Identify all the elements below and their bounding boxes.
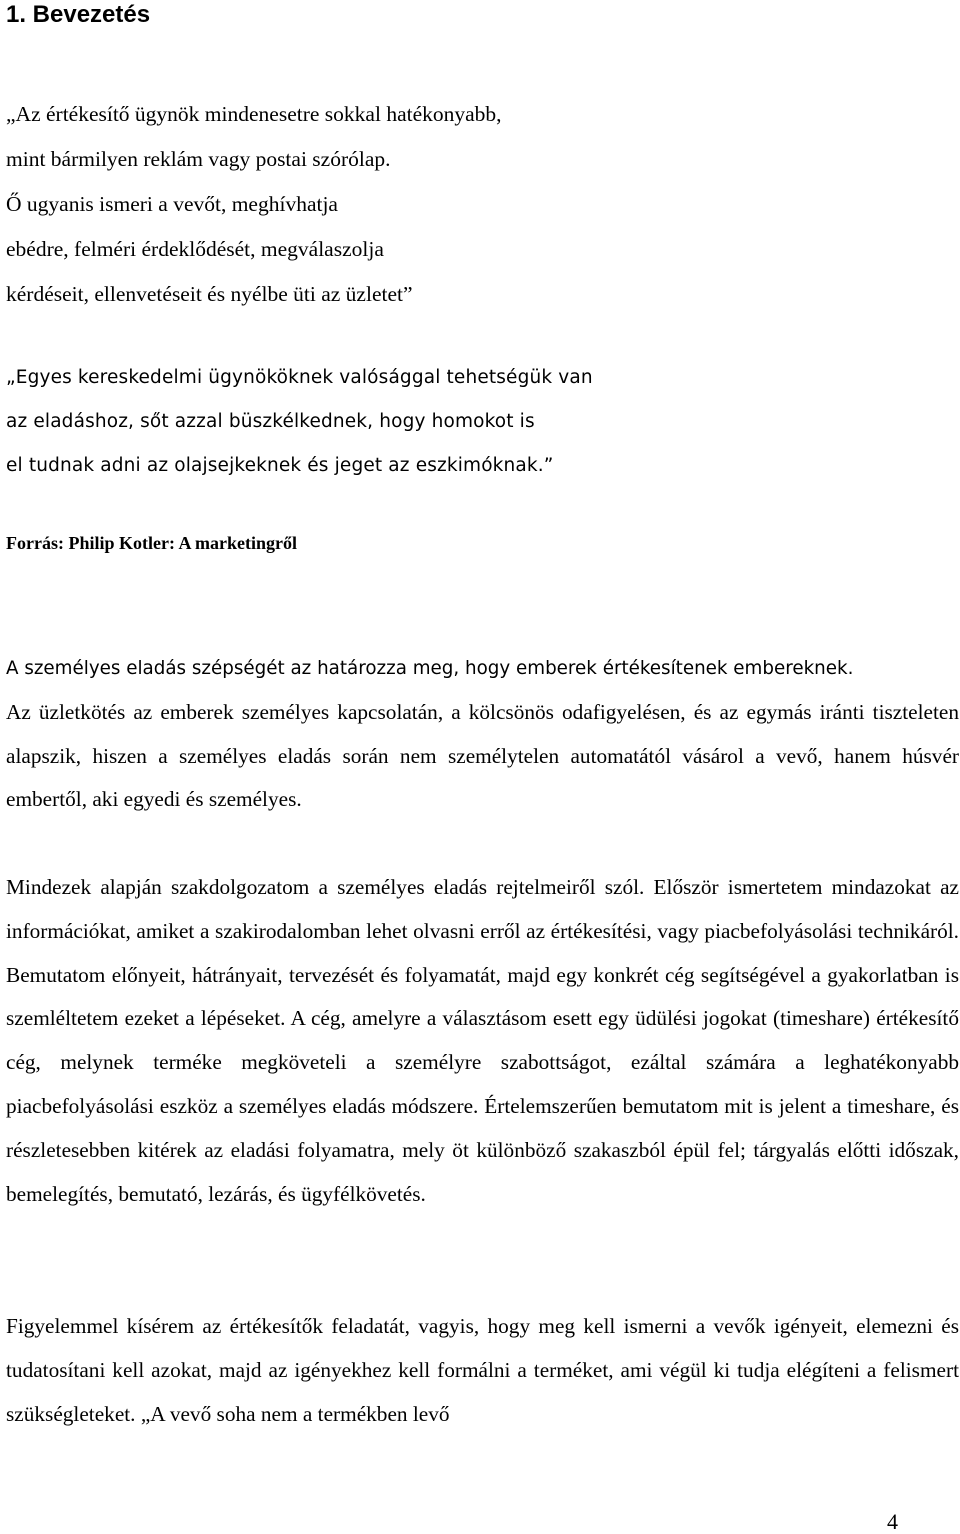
paragraph-3: Figyelemmel kísérem az értékesítők feladatát, vagyis, hogy meg kell ismerni a vevők igényeit, elemezni és tudatosítani kell azokat, majd az igényekhez kell formálni a terméket, ami végül ki tudja elégíteni a felismert szükségleteket. „A vevő soha nem a termékben levő	[6, 1314, 959, 1426]
quote-line: „Egyes kereskedelmi ügynököknek valósággal tehetségük van	[6, 367, 593, 388]
paragraph-1-rest: Az üzletkötés az emberek személyes kapcsolatán, a kölcsönös odafigyelésen, és az egymás iránti tiszteleten alapszik, hiszen a személyes eladás során nem személytelen automatától vásárol a vevő, hanem húsvér embertől, aki egyedi és személyes.	[6, 699, 959, 812]
paragraph-2: Mindezek alapján szakdolgozatom a személyes eladás rejtelmeiről szól. Először ismertetem mindazokat az információkat, amiket a szakirodalomban lehet olvasni erről az értékesítési, vagy piacbefolyásolási technikáról. Bemutatom előnyeit, hátrányait, tervezését és folyamatát, majd egy konkrét cég segítségével a gyakorlatban is szemléltetem ezeket a lépéseket. A cég, amelyre a választásom esett egy üdülési jogokat (timeshare) értékesítő cég, melynek terméke megköveteli a személyre szabottságot, ezáltal számára a leghatékonyabb piacbefolyásolási eszköz a személyes eladás módszere. Értelemszerűen bemutatom mit is jelent a timeshare, és részletesebben kitérek az eladási folyamatra, mely öt különböző szakaszból épül fel; tárgyalás előtti időszak, bemelegítés, bemutató, lezárás, és ügyfélkövetés.	[6, 875, 959, 1206]
page-number: 4	[887, 1509, 898, 1534]
quote-line: kérdéseit, ellenvetéseit és nyélbe üti az üzletet”	[6, 282, 413, 306]
section-heading: 1. Bevezetés	[6, 1, 151, 28]
paragraph-1	[6, 647, 959, 822]
opening-quote	[6, 92, 706, 317]
paragraph-1-first-line: A személyes eladás szépségét az határozza meg, hogy emberek értékesítenek embereknek.	[6, 658, 854, 679]
quote-source: Forrás: Philip Kotler: A marketingről	[6, 533, 297, 553]
quote-line: ebédre, felméri érdeklődését, megválaszolja	[6, 237, 384, 261]
quote-line: „Az értékesítő ügynök mindenesetre sokkal hatékonyabb,	[6, 102, 502, 126]
second-quote	[6, 356, 806, 488]
quote-line: el tudnak adni az olajsejkeknek és jeget az eszkimóknak.”	[6, 455, 554, 476]
quote-line: mint bármilyen reklám vagy postai szórólap.	[6, 147, 391, 171]
quote-line: az eladáshoz, sőt azzal büszkélkednek, hogy homokot is	[6, 411, 535, 432]
quote-line: Ő ugyanis ismeri a vevőt, meghívhatja	[6, 192, 338, 216]
